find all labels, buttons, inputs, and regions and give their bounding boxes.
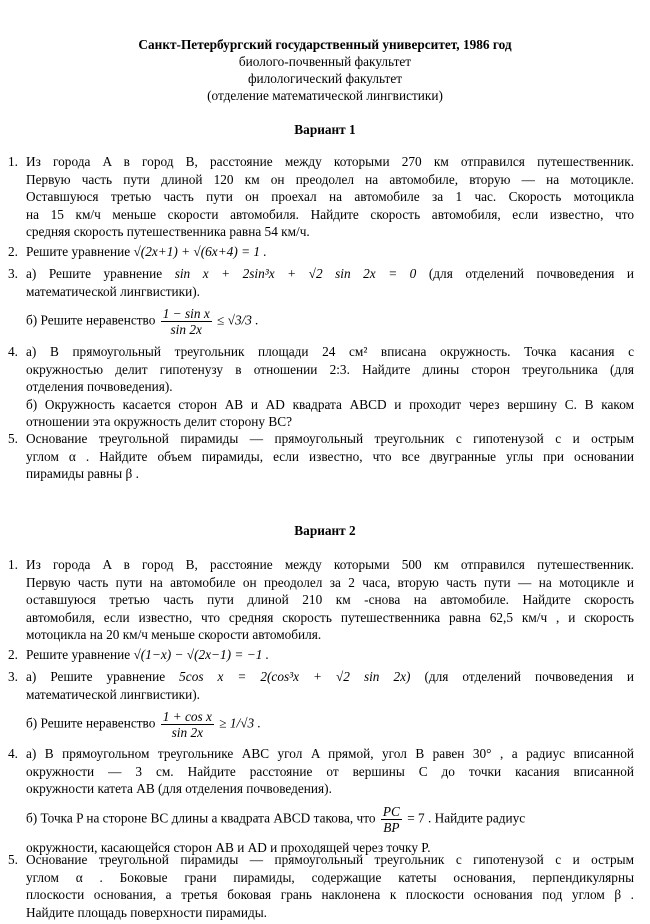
fraction-denominator: sin 2x — [170, 322, 202, 337]
equation: √(2x+1) + √(6x+4) = 1 . — [133, 244, 267, 259]
part-b — [26, 306, 634, 337]
fraction-numerator: 1 − sin x — [162, 306, 210, 321]
faculty-philology: филологический факультет — [247, 71, 403, 86]
v2-problem-1 — [8, 556, 634, 644]
university-title: Санкт-Петербургский государственный университет, 1986 год — [138, 37, 512, 52]
problem-text-line — [26, 265, 634, 283]
problem-text-line: на 15 км/ч меньше скорости автомобиля. Найдите скорость автомобиля, если известно, что — [26, 206, 634, 222]
equation: sin x + 2sin³x + √2 sin 2x = 0 — [174, 266, 417, 281]
problem-text-line: углом α . Найдите объем пирамиды, если известно, что все двугранные углы при основании — [26, 448, 634, 464]
problem-text-line: Из города A в город B, расстояние между которыми 500 км отправился путешественник. — [26, 557, 634, 572]
v1-problem-5 — [8, 430, 634, 483]
inequality-rhs: ≤ √3/3 . — [217, 312, 259, 328]
part-a-note: (для отделений почвоведения и — [424, 669, 635, 684]
problem-number: 2. — [8, 244, 18, 259]
problem-text-line: Оставшуюся третью часть пути он проехал на автомобиле за 1 час. Скорость мотоцикла — [26, 189, 634, 204]
fraction-numerator: PC — [382, 803, 400, 819]
problem-text-line: оставшуюся третью часть пути длиной 210 км -снова на автомобиле. Найдите скорость — [26, 592, 634, 607]
problem-text-line: отношении эта окружность делит сторону BC? — [26, 414, 292, 429]
problem-number: 4. — [8, 746, 18, 761]
problem-text-line: мотоцикла на 20 км/ч меньше скорости автомобиля. — [26, 627, 322, 642]
problem-text-line: Из города A в город B, расстояние между которыми 270 км отправился путешественник. — [26, 154, 634, 169]
problem-text-line: окружности — 3 см. Найдите расстояние от вершины C до точки касания вписанной — [26, 763, 634, 779]
part-b — [26, 709, 634, 740]
v2-problem-2 — [8, 646, 634, 664]
problem-number: 1. — [8, 154, 18, 169]
problem-number: 5. — [8, 431, 18, 446]
problem-text-line: а) В прямоугольном треугольнике ABC угол A прямой, угол B равен 30° , а радиус вписанной — [26, 746, 634, 761]
problem-text-line: Первую часть пути длиной 120 км он преодолел на автомобиле, вторую — на мотоцикле. — [26, 171, 634, 187]
problem-text-line: окружностью делит гипотенузу в отношении 2:3. Найдите длины сторон треугольника (для — [26, 361, 634, 377]
v2-problem-5 — [8, 851, 634, 921]
problem-number: 3. — [8, 669, 18, 684]
part-b-prefix: б) Решите неравенство — [26, 312, 156, 328]
problem-number: 5. — [8, 852, 18, 867]
problem-text-line: автомобиля, если известно, что средняя скорость путешественника равна 62,5 км/ч , и скорость — [26, 609, 634, 625]
fraction — [161, 709, 214, 740]
problem-text-line: пирамиды равны β . — [26, 466, 139, 481]
faculty-biology: биолого-почвенный факультет — [238, 54, 412, 69]
part-a-prefix: а) Решите уравнение — [26, 266, 163, 281]
fraction-denominator: sin 2x — [171, 725, 204, 740]
v2-problem-3 — [8, 668, 634, 740]
problem-text-line — [26, 668, 634, 686]
problem-text-line: математической лингвистики). — [26, 686, 200, 702]
fraction — [381, 804, 402, 835]
problem-number: 1. — [8, 557, 18, 572]
v1-problem-1 — [8, 153, 634, 241]
part-b-text-end: = 7 . Найдите радиус — [407, 810, 526, 826]
variant1-title: Вариант 1 — [294, 122, 356, 137]
problem-text-line: углом α . Боковые грани пирамиды, содержащие катеты основания, перпендикулярны — [26, 869, 634, 885]
problem-number: 3. — [8, 266, 18, 281]
problem-text-line: средняя скорость путешественника равна 54 км/ч. — [26, 224, 310, 239]
faculty-linguistics: (отделение математической лингвистики) — [207, 88, 443, 103]
problem-text-line: математической лингвистики). — [26, 283, 200, 299]
part-b-text: б) Точка P на стороне BC длины a квадрата ABCD такова, что — [26, 810, 376, 826]
problem-text: Решите уравнение — [26, 647, 131, 662]
equation: √(1−x) − √(2x−1) = −1 . — [133, 647, 269, 662]
part-a-note: (для отделений почвоведения и — [428, 266, 634, 281]
problem-text-line: плоскости основания, а третья боковая грань наклонена к плоскости основания под углом β . — [26, 887, 634, 902]
problem-text-line: Основание треугольной пирамиды — прямоугольный треугольник с гипотенузой c и острым — [26, 431, 634, 446]
variant2-title: Вариант 2 — [294, 523, 356, 538]
part-b — [26, 804, 634, 835]
fraction — [161, 306, 212, 337]
v1-problem-4 — [8, 343, 634, 431]
problem-text-line: а) В прямоугольный треугольник площади 24 см² вписана окружность. Точка касания с — [26, 344, 634, 359]
equation: 5cos x = 2(cos³x + √2 sin 2x) — [179, 669, 411, 684]
problem-text-line: Первую часть пути на автомобиле он преодолел за 2 часа, вторую часть пути — на мотоцикле и — [26, 574, 634, 590]
problem-text-line: Найдите площадь поверхности пирамиды. — [26, 904, 267, 920]
fraction-denominator: BP — [383, 819, 400, 835]
problem-text-line: б) Окружность касается сторон AB и AD квадрата ABCD и проходит через вершину C. В каком — [26, 396, 634, 412]
problem-text-line: окружности, касающейся сторон AB и AD и проходящей через точку P. — [26, 839, 431, 855]
v1-problem-2 — [8, 243, 634, 261]
problem-number: 4. — [8, 344, 18, 359]
part-b-prefix: б) Решите неравенство — [26, 715, 156, 731]
part-a-prefix: а) Решите уравнение — [26, 669, 166, 684]
problem-text-line: отделения почвоведения). — [26, 379, 173, 394]
problem-text-line: окружности катета AB (для отделения почвоведения). — [26, 781, 332, 796]
v1-problem-3 — [8, 265, 634, 337]
problem-text-line: Основание треугольной пирамиды — прямоугольный треугольник с гипотенузой c и острым — [26, 852, 634, 867]
fraction-numerator: 1 + cos x — [162, 709, 212, 724]
problem-text: Решите уравнение — [26, 244, 131, 259]
v2-problem-4 — [8, 745, 634, 856]
problem-number: 2. — [8, 647, 18, 662]
inequality-rhs: ≥ 1/√3 . — [219, 715, 261, 731]
